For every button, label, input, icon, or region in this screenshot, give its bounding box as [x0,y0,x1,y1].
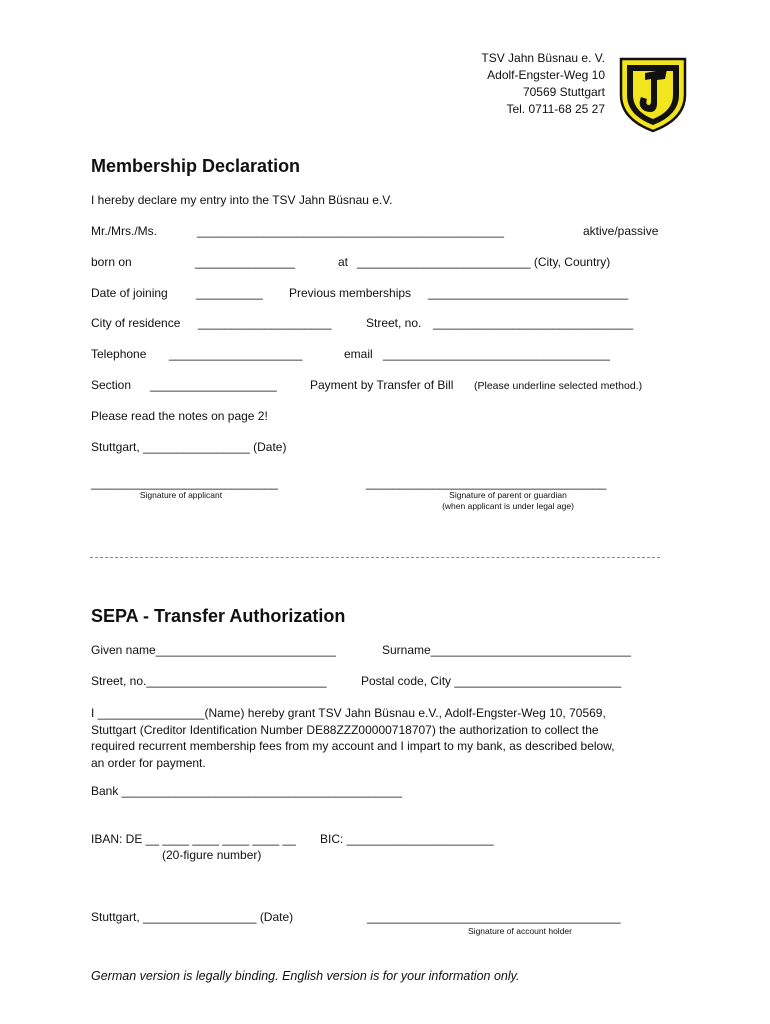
previous-memberships-label: Previous memberships [289,286,412,300]
parent-signature-label: Signature of parent or guardian [449,490,567,500]
notes-text: Please read the notes on page 2! [91,409,268,423]
born-label: born on [91,255,132,269]
street-field[interactable]: ______________________________ [433,316,634,330]
authorization-line: required recurrent membership fees from my account and I impart to my bank, as described below, [91,739,615,753]
email-field[interactable]: __________________________________ [383,347,610,361]
authorization-paragraph [91,705,681,771]
surname-field[interactable]: Surname______________________________ [382,643,631,657]
bic-field[interactable]: BIC: ______________________ [320,832,494,846]
account-holder-signature-line[interactable]: ______________________________________ [367,910,621,924]
bank-field[interactable]: Bank __________________________________________ [91,784,402,798]
declaration-date-field[interactable]: Stuttgart, ________________ (Date) [91,440,287,454]
iban-field[interactable]: IBAN: DE __ ____ ____ ____ ____ __ [91,832,296,846]
club-address [405,50,605,118]
birth-date-field[interactable]: _______________ [195,255,296,269]
club-crest-icon [617,55,689,133]
authorization-line: I ________________(Name) hereby grant TSV Jahn Büsnau e.V., Adolf-Engster-Weg 10, 70569, [91,706,606,720]
sepa-date-field[interactable]: Stuttgart, _________________ (Date) [91,910,294,924]
membership-title: Membership Declaration [91,156,301,176]
iban-note: (20-figure number) [162,848,262,862]
applicant-signature-line[interactable]: ____________________________ [91,476,278,490]
status-label: aktive/passive [583,224,659,238]
legal-footnote: German version is legally binding. English version is for your information only. [91,969,520,983]
club-name: TSV Jahn Büsnau e. V. [481,51,605,65]
joining-label: Date of joining [91,286,168,300]
section-field[interactable]: ___________________ [150,378,277,392]
authorization-line: Stuttgart (Creditor Identification Number DE88ZZZ00000718707) the authorization to collect the [91,722,599,737]
given-name-field[interactable]: Given name___________________________ [91,643,336,657]
authorization-line: an order for payment. [91,755,206,770]
previous-memberships-field[interactable]: ______________________________ [428,286,629,300]
club-street: Adolf-Engster-Weg 10 [487,68,605,82]
telephone-field[interactable]: ____________________ [169,347,303,361]
city-label: City of residence [91,316,181,330]
salutation-label: Mr./Mrs./Ms. [91,224,157,238]
birth-place-field[interactable]: __________________________ (City, Country) [357,255,611,269]
applicant-signature-label: Signature of applicant [139,490,223,500]
parent-signature-note: (when applicant is under legal age) [442,501,574,511]
cut-line-divider [90,557,660,558]
street-label: Street, no. [366,316,422,330]
sepa-street-field[interactable]: Street, no.___________________________ [91,674,327,688]
postal-city-field[interactable]: Postal code, City _________________________ [361,674,622,688]
name-field[interactable]: ______________________________________________ [197,224,504,238]
telephone-label: Telephone [91,347,147,361]
club-phone: Tel. 0711-68 25 27 [506,102,605,116]
sepa-title: SEPA - Transfer Authorization [91,606,346,626]
email-label: email [344,347,373,361]
payment-note: (Please underline selected method.) [474,380,643,392]
parent-signature-line[interactable]: ____________________________________ [366,476,607,490]
city-field[interactable]: ____________________ [198,316,332,330]
payment-method[interactable]: Payment by Transfer of Bill [310,378,454,392]
club-city: 70569 Stuttgart [522,85,605,99]
at-label: at [338,255,349,269]
account-holder-signature-label: Signature of account holder [468,926,572,936]
section-label: Section [91,378,132,392]
intro-text: I hereby declare my entry into the TSV Jahn Büsnau e.V. [91,193,393,207]
joining-date-field[interactable]: __________ [196,286,263,300]
